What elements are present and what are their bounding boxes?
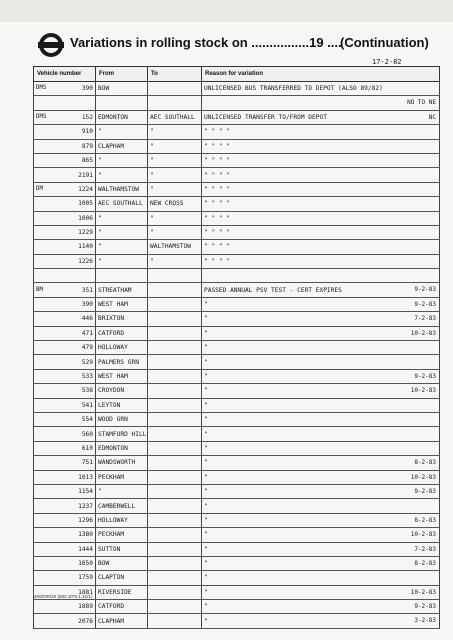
- to-cell: [148, 528, 202, 542]
- vehicle-number-cell: [34, 513, 96, 527]
- to-cell: AEC SOUTHALL: [148, 110, 202, 124]
- vehicle-number-cell: [34, 297, 96, 311]
- from-cell: STREATHAM: [96, 283, 148, 297]
- vehicle-number: 865: [81, 157, 93, 165]
- vehicle-number: 1296: [78, 516, 93, 524]
- reason-cell: [202, 412, 440, 426]
- vehicle-number-cell: [34, 614, 96, 628]
- column-header-vehicle: Vehicle number: [34, 67, 96, 82]
- expiry-date: 8-2-83: [414, 516, 436, 524]
- to-cell: [148, 283, 202, 297]
- to-cell: [148, 297, 202, 311]
- from-cell: LEYTON: [96, 398, 148, 412]
- to-cell: ": [148, 254, 202, 268]
- vehicle-number-cell: [34, 168, 96, 182]
- vehicle-number-cell: [34, 528, 96, 542]
- vehicle-number: 390: [81, 85, 93, 93]
- reason-text: ": [204, 531, 208, 539]
- table-row: [34, 542, 440, 556]
- table-row: [34, 412, 440, 426]
- table-row: [34, 398, 440, 412]
- reason-cell: [202, 125, 440, 139]
- from-cell: HOLLOWAY: [96, 341, 148, 355]
- to-cell: [148, 369, 202, 383]
- expiry-date: 9-2-83: [414, 372, 436, 380]
- vehicle-class: DM: [36, 185, 43, 192]
- from-cell: CATFORD: [96, 600, 148, 614]
- vehicle-number: 1889: [78, 603, 93, 611]
- expiry-date: NC: [428, 113, 436, 121]
- vehicle-number: 446: [81, 315, 93, 323]
- from-cell: PECKHAM: [96, 528, 148, 542]
- expiry-date: 10-2-83: [410, 588, 436, 596]
- reason-cell: [202, 312, 440, 326]
- vehicle-number-cell: [34, 384, 96, 398]
- from-cell: WOOD GRN: [96, 412, 148, 426]
- reason-text: ": [204, 301, 208, 309]
- reason-text: ": [204, 488, 208, 496]
- from-cell: WEST HAM: [96, 297, 148, 311]
- reason-text: ": [204, 516, 208, 524]
- expiry-date: 9-2-83: [414, 286, 436, 294]
- reason-text: ": [204, 574, 208, 582]
- table-row: [34, 614, 440, 628]
- reason-text: ": [204, 545, 208, 553]
- table-row: [34, 182, 440, 196]
- expiry-date: 7-2-83: [414, 545, 436, 553]
- from-cell: STAMFORD HILL: [96, 427, 148, 441]
- from-cell: SUTTON: [96, 542, 148, 556]
- vehicle-number: 541: [81, 401, 93, 409]
- expiry-date: 8-2-83: [414, 559, 436, 567]
- reason-cell: [202, 513, 440, 527]
- vehicle-number: 538: [81, 387, 93, 395]
- from-cell: WEST HAM: [96, 369, 148, 383]
- reason-cell: [202, 384, 440, 398]
- vehicle-number: 1380: [78, 531, 93, 539]
- vehicle-class: DMS: [36, 113, 47, 120]
- vehicle-number-cell: [34, 139, 96, 153]
- vehicle-number-cell: [34, 470, 96, 484]
- table-row: [34, 571, 440, 585]
- reason-cell: [202, 585, 440, 599]
- form-header: [8, 30, 448, 60]
- reason-text: ": [204, 588, 208, 596]
- table-row: [34, 585, 440, 599]
- table-row: [34, 211, 440, 225]
- reason-cell: [202, 456, 440, 470]
- from-cell: ": [96, 168, 148, 182]
- from-cell: [96, 96, 148, 110]
- table-header-row: [34, 67, 440, 82]
- reason-text: ": [204, 430, 208, 438]
- reason-cell: [202, 211, 440, 225]
- from-cell: PECKHAM: [96, 470, 148, 484]
- vehicle-number: 2076: [78, 617, 93, 625]
- reason-text: " " " ": [204, 243, 231, 251]
- expiry-date: 7-2-83: [414, 315, 436, 323]
- table-row: [34, 96, 440, 110]
- from-cell: BOW: [96, 82, 148, 96]
- vehicle-number: 751: [81, 459, 93, 467]
- reason-text: " " " ": [204, 185, 231, 193]
- reason-cell: [202, 571, 440, 585]
- from-cell: ": [96, 484, 148, 498]
- to-cell: [148, 412, 202, 426]
- table-row: [34, 528, 440, 542]
- from-cell: EDMONTON: [96, 110, 148, 124]
- vehicle-number: 351: [81, 286, 93, 294]
- vehicle-number: 1444: [78, 545, 93, 553]
- vehicle-number: 152: [81, 113, 93, 121]
- vehicle-number: 1005: [78, 200, 93, 208]
- table-row: [34, 197, 440, 211]
- vehicle-number: 879: [81, 142, 93, 150]
- table-row: [34, 297, 440, 311]
- reason-text: " " " ": [204, 257, 231, 265]
- from-cell: WALTHAMSTOW: [96, 182, 148, 196]
- reason-cell: [202, 441, 440, 455]
- table-body: [34, 82, 440, 629]
- vehicle-number-cell: [34, 283, 96, 297]
- vehicle-number-cell: [34, 211, 96, 225]
- from-cell: CAMBERWELL: [96, 499, 148, 513]
- vehicle-number-cell: [34, 571, 96, 585]
- reason-text: " " " ": [204, 214, 231, 222]
- to-cell: [148, 398, 202, 412]
- table-row: [34, 240, 440, 254]
- vehicle-number-cell: [34, 441, 96, 455]
- vehicle-number: 533: [81, 373, 93, 380]
- to-cell: [148, 499, 202, 513]
- to-cell: [148, 326, 202, 340]
- vehicle-number: 1226: [78, 257, 93, 265]
- vehicle-number-cell: [34, 341, 96, 355]
- continuation-label: (Continuation): [340, 35, 429, 50]
- reason-cell: [202, 225, 440, 239]
- from-cell: BOW: [96, 556, 148, 570]
- scan-margin: [0, 0, 453, 22]
- column-header-reason: Reason for variation: [202, 67, 440, 82]
- table-row: [34, 153, 440, 167]
- table-row: [34, 82, 440, 96]
- to-cell: [148, 470, 202, 484]
- reason-cell: [202, 355, 440, 369]
- vehicle-number: 1650: [78, 560, 93, 568]
- from-cell: ": [96, 125, 148, 139]
- vehicle-number-cell: [34, 82, 96, 96]
- reason-cell: [202, 484, 440, 498]
- expiry-date: 10-2-83: [410, 473, 436, 481]
- vehicle-number: 560: [81, 430, 93, 438]
- from-cell: BRIXTON: [96, 312, 148, 326]
- column-header-from: From: [96, 67, 148, 82]
- table-row: [34, 312, 440, 326]
- reason-cell: [202, 542, 440, 556]
- vehicle-number: 529: [81, 358, 93, 366]
- from-cell: AEC SOUTHALL: [96, 197, 148, 211]
- vehicle-class: BM: [36, 286, 43, 293]
- form-code: 408/OR/20 (800 3/79 1.21/1): [34, 594, 93, 599]
- reason-text: " " " ": [204, 157, 231, 165]
- to-cell: [148, 355, 202, 369]
- reason-text: ": [204, 473, 208, 481]
- expiry-date: 10-2-83: [410, 387, 436, 395]
- expiry-date: NO TO NE: [407, 99, 436, 107]
- table-row: [34, 355, 440, 369]
- london-transport-roundel-icon: [38, 32, 64, 58]
- vehicle-number-cell: [34, 254, 96, 268]
- to-cell: [148, 585, 202, 599]
- rolling-stock-table: [33, 66, 440, 629]
- from-cell: HOLLOWAY: [96, 513, 148, 527]
- vehicle-number-cell: [34, 312, 96, 326]
- reason-cell: [202, 600, 440, 614]
- vehicle-number-cell: [34, 600, 96, 614]
- expiry-date: 8-2-83: [414, 459, 436, 467]
- vehicle-number: 479: [81, 344, 93, 352]
- table-row: [34, 269, 440, 283]
- vehicle-number-cell: [34, 197, 96, 211]
- table-row: [34, 513, 440, 527]
- expiry-date: 9-2-83: [414, 300, 436, 308]
- vehicle-number-cell: [34, 412, 96, 426]
- reason-cell: [202, 269, 440, 283]
- to-cell: [148, 600, 202, 614]
- reason-text: ": [204, 329, 208, 337]
- vehicle-number-cell: [34, 369, 96, 383]
- reason-text: ": [204, 502, 208, 510]
- to-cell: [148, 456, 202, 470]
- from-cell: ": [96, 153, 148, 167]
- expiry-date: 10-2-83: [410, 329, 436, 337]
- reason-text: ": [204, 401, 208, 409]
- vehicle-number: 1154: [78, 488, 93, 496]
- table-row: [34, 125, 440, 139]
- expiry-date: 9-2-83: [414, 487, 436, 495]
- from-cell: CATFORD: [96, 326, 148, 340]
- reason-cell: [202, 326, 440, 340]
- table-row: [34, 427, 440, 441]
- table-row: [34, 556, 440, 570]
- reason-cell: [202, 283, 440, 297]
- from-cell: [96, 269, 148, 283]
- table-row: [34, 225, 440, 239]
- from-cell: ": [96, 225, 148, 239]
- expiry-date: 3-2-83: [414, 617, 436, 625]
- vehicle-number: 1759: [78, 574, 93, 582]
- to-cell: ": [148, 182, 202, 196]
- reason-cell: [202, 139, 440, 153]
- from-cell: EDMONTON: [96, 441, 148, 455]
- to-cell: [148, 484, 202, 498]
- to-cell: [148, 542, 202, 556]
- reason-text: ": [204, 560, 208, 568]
- reason-cell: [202, 197, 440, 211]
- vehicle-number-cell: [34, 125, 96, 139]
- reason-cell: [202, 168, 440, 182]
- from-cell: CLAPTON: [96, 571, 148, 585]
- reason-cell: [202, 556, 440, 570]
- vehicle-number-cell: [34, 484, 96, 498]
- to-cell: ": [148, 139, 202, 153]
- reason-cell: [202, 528, 440, 542]
- from-cell: ": [96, 211, 148, 225]
- reason-text: ": [204, 603, 208, 611]
- column-header-to: To: [148, 67, 202, 82]
- reason-text: PASSED ANNUAL PSV TEST - CERT EXPIRES: [204, 286, 342, 294]
- table-row: [34, 254, 440, 268]
- reason-text: ": [204, 358, 208, 366]
- vehicle-number: 2191: [78, 171, 93, 179]
- to-cell: [148, 82, 202, 96]
- reason-cell: [202, 369, 440, 383]
- vehicle-number: 910: [81, 128, 93, 136]
- reason-cell: [202, 614, 440, 628]
- reason-cell: [202, 427, 440, 441]
- from-cell: WANDSWORTH: [96, 456, 148, 470]
- table-row: [34, 341, 440, 355]
- reason-cell: [202, 82, 440, 96]
- reason-cell: [202, 182, 440, 196]
- vehicle-number-cell: [34, 96, 96, 110]
- vehicle-number: 1237: [78, 502, 93, 510]
- table-row: [34, 139, 440, 153]
- to-cell: ": [148, 125, 202, 139]
- to-cell: ": [148, 153, 202, 167]
- vehicle-number-cell: [34, 182, 96, 196]
- from-cell: RIVERSIDE: [96, 585, 148, 599]
- reason-text: " " " ": [204, 200, 231, 208]
- from-cell: ": [96, 254, 148, 268]
- vehicle-number-cell: [34, 542, 96, 556]
- from-cell: CLAPHAM: [96, 614, 148, 628]
- to-cell: [148, 614, 202, 628]
- vehicle-number-cell: [34, 427, 96, 441]
- vehicle-number: 1224: [78, 185, 93, 193]
- from-cell: PALMERS GRN: [96, 355, 148, 369]
- to-cell: [148, 513, 202, 527]
- vehicle-number-cell: [34, 326, 96, 340]
- vehicle-number: 1013: [78, 473, 93, 481]
- vehicle-number-cell: [34, 153, 96, 167]
- reason-cell: [202, 110, 440, 124]
- to-cell: ": [148, 211, 202, 225]
- reason-text: ": [204, 373, 208, 380]
- from-cell: CROYDON: [96, 384, 148, 398]
- to-cell: WALTHAMSTOW: [148, 240, 202, 254]
- to-cell: [148, 441, 202, 455]
- from-cell: CLAPHAM: [96, 139, 148, 153]
- to-cell: [148, 427, 202, 441]
- vehicle-number-cell: [34, 456, 96, 470]
- vehicle-number: 471: [81, 329, 93, 337]
- reason-cell: [202, 254, 440, 268]
- vehicle-number: 1229: [78, 229, 93, 237]
- table-row: [34, 484, 440, 498]
- vehicle-number-cell: [34, 355, 96, 369]
- reason-cell: [202, 499, 440, 513]
- table-row: [34, 283, 440, 297]
- vehicle-number: 1140: [78, 243, 93, 251]
- vehicle-number-cell: [34, 110, 96, 124]
- vehicle-number: 610: [81, 444, 93, 452]
- table-row: [34, 441, 440, 455]
- table-row: [34, 110, 440, 124]
- reason-text: ": [204, 315, 208, 323]
- reason-cell: [202, 470, 440, 484]
- reason-cell: [202, 96, 440, 110]
- from-cell: ": [96, 240, 148, 254]
- to-cell: NEW CROSS: [148, 197, 202, 211]
- vehicle-number-cell: [34, 556, 96, 570]
- vehicle-number-cell: [34, 225, 96, 239]
- table-row: [34, 470, 440, 484]
- table-row: [34, 499, 440, 513]
- to-cell: [148, 96, 202, 110]
- reason-cell: [202, 341, 440, 355]
- table-row: [34, 168, 440, 182]
- table-row: [34, 600, 440, 614]
- reason-text: ": [204, 387, 208, 395]
- reason-text: " " " ": [204, 128, 231, 136]
- table-row: [34, 326, 440, 340]
- expiry-date: 10-2-83: [410, 531, 436, 539]
- form-title: Variations in rolling stock on ................19 ....: [70, 35, 342, 50]
- reason-text: UNLICENSED TRANSFER TO/FROM DEPOT: [204, 113, 327, 121]
- table-row: [34, 456, 440, 470]
- reason-text: ": [204, 344, 208, 352]
- vehicle-number: 390: [81, 301, 93, 309]
- to-cell: [148, 556, 202, 570]
- reason-cell: [202, 240, 440, 254]
- vehicle-number-cell: [34, 240, 96, 254]
- reason-cell: [202, 153, 440, 167]
- table-row: [34, 384, 440, 398]
- vehicle-number-cell: [34, 269, 96, 283]
- vehicle-number: 1881: [78, 588, 93, 596]
- vehicle-class: DMS: [36, 85, 47, 92]
- reason-text: ": [204, 444, 208, 452]
- reason-text: " " " ": [204, 171, 231, 179]
- to-cell: ": [148, 168, 202, 182]
- to-cell: [148, 341, 202, 355]
- reason-text: " " " ": [204, 229, 231, 237]
- expiry-date: 9-2-83: [414, 603, 436, 611]
- reason-cell: [202, 398, 440, 412]
- reason-text: UNLICENSED BUS TRANSFERRED TO DEPOT (ALSO 89/82): [204, 85, 383, 93]
- to-cell: [148, 384, 202, 398]
- to-cell: [148, 312, 202, 326]
- handwritten-date: 17-2-82: [372, 58, 402, 66]
- reason-text: " " " ": [204, 142, 231, 150]
- reason-text: ": [204, 617, 208, 625]
- to-cell: [148, 571, 202, 585]
- to-cell: [148, 269, 202, 283]
- vehicle-number-cell: [34, 499, 96, 513]
- reason-text: ": [204, 459, 208, 467]
- vehicle-number: 554: [81, 416, 93, 424]
- to-cell: ": [148, 225, 202, 239]
- reason-cell: [202, 297, 440, 311]
- vehicle-number: 1006: [78, 214, 93, 222]
- reason-text: ": [204, 416, 208, 424]
- vehicle-number-cell: [34, 398, 96, 412]
- table-row: [34, 369, 440, 383]
